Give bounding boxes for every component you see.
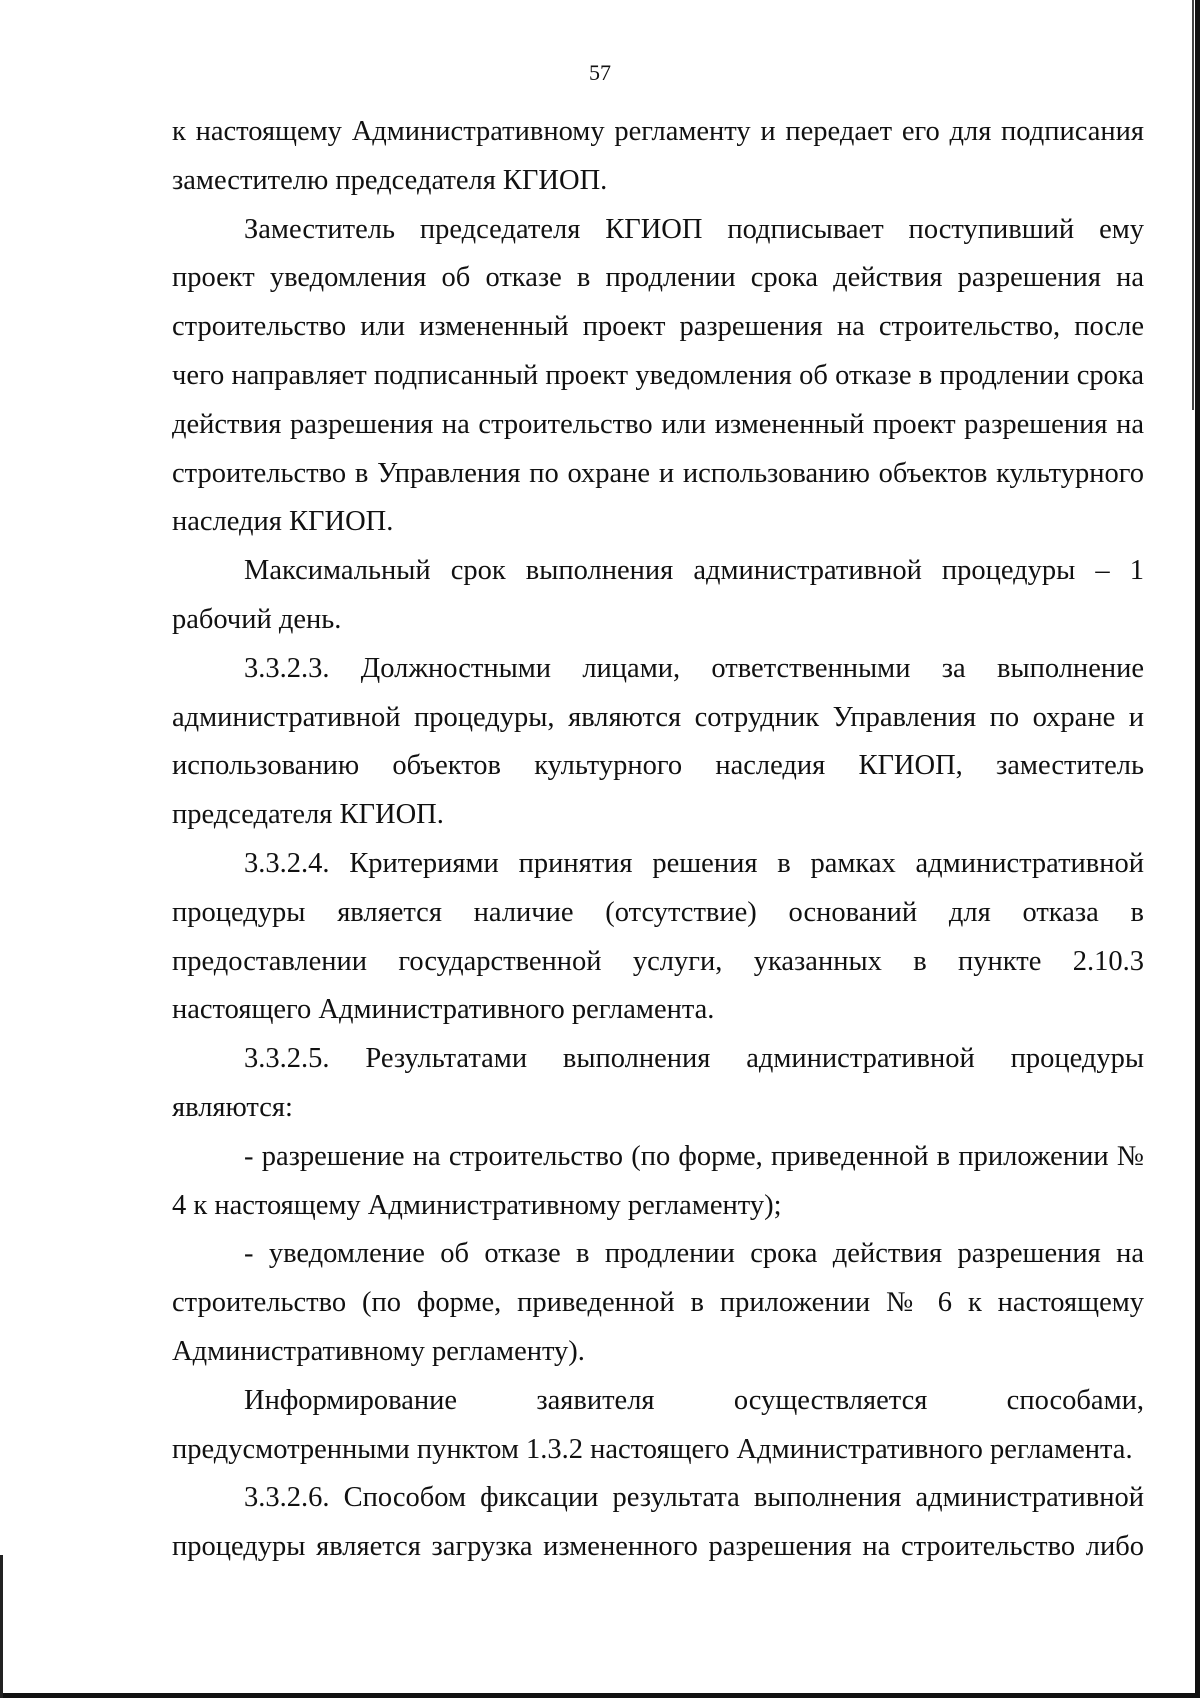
- paragraph: Информирование заявителя осуществляется способами, предусмотренными пунктом 1.3.2 настоящего Административного регламента.: [172, 1384, 1144, 1465]
- paragraph: 3.3.2.5. Результатами выполнения административной процедуры являются:: [172, 1043, 1144, 1123]
- paragraph: Заместитель председателя КГИОП подписывает поступивший ему проект уведомления об отказе в продлении срока действия разрешения на строительство или измененный проект разрешения на строительство, после чего направляет подписанный проект уведомления об отказе в продлении срока действия разрешения на строительство или измененный проект разрешения на строительство в Управления по охране и использованию объектов культурного наследия КГИОП.: [172, 213, 1144, 538]
- paragraph: Максимальный срок выполнения административной процедуры – 1 рабочий день.: [172, 555, 1144, 635]
- list-item: - разрешение на строительство (по форме, приведенной в приложении № 4 к настоящему Административному регламенту);: [172, 1140, 1144, 1221]
- paragraph: 3.3.2.6. Способом фиксации результата выполнения административной процедуры является загрузка измененного разрешения на строительство либо: [172, 1482, 1144, 1563]
- body-text: [172, 108, 1144, 1572]
- scan-edge-bottom: [0, 1693, 1200, 1698]
- paragraph: 3.3.2.4. Критериями принятия решения в рамках административной процедуры является наличие (отсутствие) оснований для отказа в предоставлении государственной услуги, указанных в пункте 2.10.3 настоящего Административного регламента.: [172, 847, 1144, 1026]
- page-number: 57: [589, 60, 611, 85]
- paragraph: 3.3.2.3. Должностными лицами, ответственными за выполнение административной процедуры, являются сотрудник Управления по охране и использованию объектов культурного наследия КГИОП, заместитель председателя КГИОП.: [172, 652, 1144, 831]
- scan-edge-right: [1195, 0, 1200, 1698]
- paragraph: к настоящему Административному регламенту и передает его для подписания заместителю председателя КГИОП.: [172, 116, 1144, 196]
- scan-edge-left: [0, 1555, 3, 1698]
- list-item: - уведомление об отказе в продлении срока действия разрешения на строительство (по форме, приведенной в приложении № 6 к настоящему Административному регламенту).: [172, 1238, 1144, 1367]
